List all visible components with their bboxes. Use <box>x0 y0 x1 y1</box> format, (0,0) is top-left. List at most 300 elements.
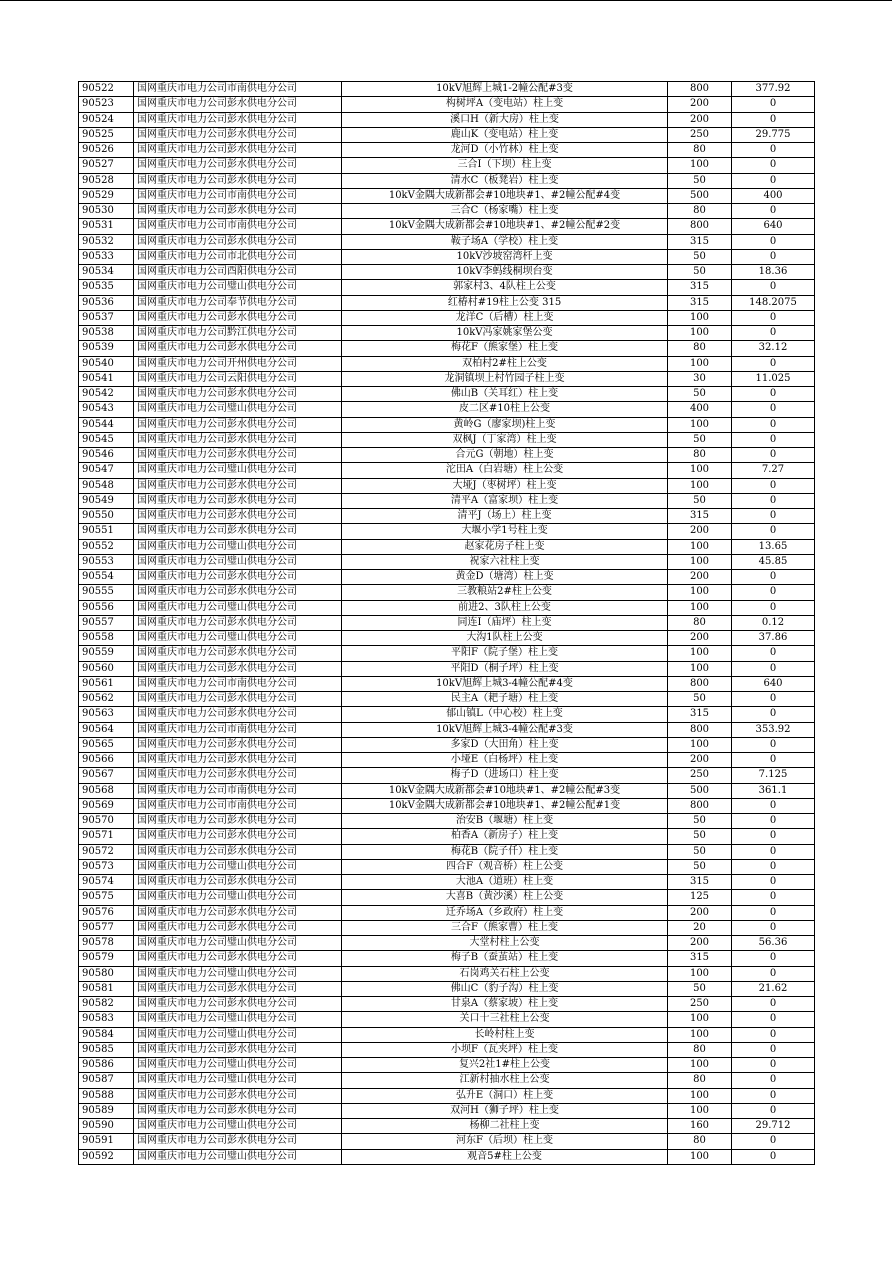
supplier-unit-cell: 国网重庆市电力公司黔江供电分公司 <box>134 326 342 341</box>
table-row <box>79 82 815 97</box>
capacity-cell: 200 <box>668 631 732 646</box>
capacity-cell: 315 <box>668 280 732 295</box>
value-cell: 0 <box>732 829 815 844</box>
capacity-cell: 125 <box>668 890 732 905</box>
transformer-name-cell: 龙洋C（后槽）柱上变 <box>342 310 668 325</box>
value-cell: 13.65 <box>732 539 815 554</box>
record-id-cell: 90548 <box>79 478 134 493</box>
supplier-unit-cell: 国网重庆市电力公司璧山供电分公司 <box>134 631 342 646</box>
capacity-cell: 100 <box>668 539 732 554</box>
record-id-cell: 90571 <box>79 829 134 844</box>
value-cell: 0 <box>732 753 815 768</box>
table-row <box>79 692 815 707</box>
table-row <box>79 737 815 752</box>
value-cell: 0 <box>732 509 815 524</box>
transformer-name-cell: 柏香A（新房子）柱上变 <box>342 829 668 844</box>
record-id-cell: 90536 <box>79 295 134 310</box>
capacity-cell: 50 <box>668 981 732 996</box>
record-id-cell: 90560 <box>79 661 134 676</box>
supplier-unit-cell: 国网重庆市电力公司彭水供电分公司 <box>134 417 342 432</box>
capacity-cell: 250 <box>668 997 732 1012</box>
table-row <box>79 493 815 508</box>
value-cell: 0 <box>732 737 815 752</box>
supplier-unit-cell: 国网重庆市电力公司璧山供电分公司 <box>134 1058 342 1073</box>
value-cell: 377.92 <box>732 82 815 97</box>
transformer-name-cell: 双枫J（丁家湾）柱上变 <box>342 432 668 447</box>
transformer-name-cell: 10kV李蚂线桐坝台变 <box>342 265 668 280</box>
record-id-cell: 90527 <box>79 158 134 173</box>
supplier-unit-cell: 国网重庆市电力公司璧山供电分公司 <box>134 890 342 905</box>
table-row <box>79 173 815 188</box>
table-row <box>79 722 815 737</box>
record-id-cell: 90583 <box>79 1012 134 1027</box>
record-id-cell: 90522 <box>79 82 134 97</box>
transformer-name-cell: 观音5#柱上公变 <box>342 1149 668 1164</box>
supplier-unit-cell: 国网重庆市电力公司璧山供电分公司 <box>134 1027 342 1042</box>
table-row <box>79 768 815 783</box>
table-row <box>79 219 815 234</box>
record-id-cell: 90555 <box>79 585 134 600</box>
transformer-name-cell: 梅花F（熊家堡）柱上变 <box>342 341 668 356</box>
record-id-cell: 90579 <box>79 951 134 966</box>
record-id-cell: 90550 <box>79 509 134 524</box>
supplier-unit-cell: 国网重庆市电力公司彭水供电分公司 <box>134 570 342 585</box>
table-row <box>79 310 815 325</box>
table-row <box>79 1042 815 1057</box>
record-id-cell: 90539 <box>79 341 134 356</box>
transformer-name-cell: 10kV冯家姚家堡公变 <box>342 326 668 341</box>
transformer-name-cell: 同连I（庙坪）柱上变 <box>342 615 668 630</box>
value-cell: 7.27 <box>732 463 815 478</box>
page-top-border <box>0 0 892 1</box>
value-cell: 0 <box>732 1134 815 1149</box>
table-row <box>79 326 815 341</box>
transformer-name-cell: 三合F（熊家曹）柱上变 <box>342 920 668 935</box>
supplier-unit-cell: 国网重庆市电力公司彭水供电分公司 <box>134 875 342 890</box>
value-cell: 361.1 <box>732 783 815 798</box>
table-row <box>79 463 815 478</box>
record-id-cell: 90561 <box>79 676 134 691</box>
value-cell: 0 <box>732 1149 815 1164</box>
value-cell: 7.125 <box>732 768 815 783</box>
capacity-cell: 100 <box>668 1058 732 1073</box>
record-id-cell: 90538 <box>79 326 134 341</box>
value-cell: 0 <box>732 1042 815 1057</box>
supplier-unit-cell: 国网重庆市电力公司璧山供电分公司 <box>134 539 342 554</box>
table-row <box>79 981 815 996</box>
table-row <box>79 280 815 295</box>
capacity-cell: 80 <box>668 341 732 356</box>
value-cell: 0 <box>732 692 815 707</box>
table-row <box>79 356 815 371</box>
value-cell: 0 <box>732 112 815 127</box>
capacity-cell: 50 <box>668 844 732 859</box>
supplier-unit-cell: 国网重庆市电力公司璧山供电分公司 <box>134 936 342 951</box>
capacity-cell: 20 <box>668 920 732 935</box>
table-row <box>79 631 815 646</box>
record-id-cell: 90537 <box>79 310 134 325</box>
value-cell: 0 <box>732 478 815 493</box>
record-id-cell: 90526 <box>79 143 134 158</box>
value-cell: 0 <box>732 1012 815 1027</box>
transformer-name-cell: 溪口H（新大房）柱上变 <box>342 112 668 127</box>
transformer-name-cell: 梅子D（进场口）柱上变 <box>342 768 668 783</box>
record-id-cell: 90547 <box>79 463 134 478</box>
value-cell: 0 <box>732 158 815 173</box>
value-cell: 640 <box>732 219 815 234</box>
transformer-name-cell: 大沟1队柱上公变 <box>342 631 668 646</box>
value-cell: 37.86 <box>732 631 815 646</box>
transformer-name-cell: 关口十三社柱上公变 <box>342 1012 668 1027</box>
table-row <box>79 920 815 935</box>
transformer-name-cell: 平阳F（院子堡）柱上变 <box>342 646 668 661</box>
capacity-cell: 200 <box>668 97 732 112</box>
value-cell: 0 <box>732 204 815 219</box>
capacity-cell: 315 <box>668 509 732 524</box>
table-row <box>79 97 815 112</box>
transformer-name-cell: 构树坪A（变电站）柱上变 <box>342 97 668 112</box>
value-cell: 0.12 <box>732 615 815 630</box>
record-id-cell: 90545 <box>79 432 134 447</box>
value-cell: 0 <box>732 448 815 463</box>
capacity-cell: 100 <box>668 661 732 676</box>
capacity-cell: 250 <box>668 768 732 783</box>
record-id-cell: 90575 <box>79 890 134 905</box>
transformer-name-cell: 10kV金隅大成新都会#10地块#1、#2幢公配#4变 <box>342 188 668 203</box>
capacity-cell: 200 <box>668 524 732 539</box>
transformer-name-cell: 大池A（道班）柱上变 <box>342 875 668 890</box>
capacity-cell: 100 <box>668 600 732 615</box>
transformer-name-cell: 梅子B（蚕茧站）柱上变 <box>342 951 668 966</box>
transformer-name-cell: 小垭E（白杨坪）柱上变 <box>342 753 668 768</box>
value-cell: 0 <box>732 890 815 905</box>
table-row <box>79 1058 815 1073</box>
transformer-name-cell: 清平A（富家坝）柱上变 <box>342 493 668 508</box>
transformer-name-cell: 河东F（后坝）柱上变 <box>342 1134 668 1149</box>
supplier-unit-cell: 国网重庆市电力公司彭水供电分公司 <box>134 768 342 783</box>
table-row <box>79 341 815 356</box>
table-row <box>79 844 815 859</box>
transformer-name-cell: 大垭J（枣树坪）柱上变 <box>342 478 668 493</box>
table-row <box>79 1012 815 1027</box>
value-cell: 353.92 <box>732 722 815 737</box>
capacity-cell: 315 <box>668 707 732 722</box>
transformer-name-cell: 多家D（大田角）柱上变 <box>342 737 668 752</box>
transformer-name-cell: 10kV金隅大成新都会#10地块#1、#2幢公配#1变 <box>342 798 668 813</box>
capacity-cell: 50 <box>668 692 732 707</box>
supplier-unit-cell: 国网重庆市电力公司彭水供电分公司 <box>134 387 342 402</box>
table-row <box>79 432 815 447</box>
value-cell: 45.85 <box>732 554 815 569</box>
transformer-name-cell: 沱田A（白岩塘）柱上公变 <box>342 463 668 478</box>
value-cell: 0 <box>732 234 815 249</box>
supplier-unit-cell: 国网重庆市电力公司彭水供电分公司 <box>134 341 342 356</box>
capacity-cell: 80 <box>668 1073 732 1088</box>
table-row <box>79 859 815 874</box>
record-id-cell: 90524 <box>79 112 134 127</box>
record-id-cell: 90551 <box>79 524 134 539</box>
supplier-unit-cell: 国网重庆市电力公司彭水供电分公司 <box>134 615 342 630</box>
table-row <box>79 554 815 569</box>
transformer-name-cell: 四合F（观音桥）柱上公变 <box>342 859 668 874</box>
record-id-cell: 90544 <box>79 417 134 432</box>
value-cell: 11.025 <box>732 371 815 386</box>
table-row <box>79 143 815 158</box>
transformer-name-cell: 三合I（下坝）柱上变 <box>342 158 668 173</box>
record-id-cell: 90563 <box>79 707 134 722</box>
table-row <box>79 1027 815 1042</box>
record-id-cell: 90546 <box>79 448 134 463</box>
transformer-name-cell: 鹿山K（变电站）柱上变 <box>342 127 668 142</box>
supplier-unit-cell: 国网重庆市电力公司彭水供电分公司 <box>134 829 342 844</box>
value-cell: 56.36 <box>732 936 815 951</box>
record-id-cell: 90552 <box>79 539 134 554</box>
value-cell: 0 <box>732 432 815 447</box>
capacity-cell: 100 <box>668 158 732 173</box>
transformer-name-cell: 梅花B（院子仟）柱上变 <box>342 844 668 859</box>
value-cell: 21.62 <box>732 981 815 996</box>
transformer-table <box>78 81 815 1165</box>
value-cell: 29.775 <box>732 127 815 142</box>
table-row <box>79 1149 815 1164</box>
transformer-name-cell: 复兴2社1#柱上公变 <box>342 1058 668 1073</box>
transformer-name-cell: 大堰小学1号柱上变 <box>342 524 668 539</box>
table-row <box>79 295 815 310</box>
value-cell: 0 <box>732 387 815 402</box>
transformer-name-cell: 清平J（场上）柱上变 <box>342 509 668 524</box>
capacity-cell: 100 <box>668 326 732 341</box>
supplier-unit-cell: 国网重庆市电力公司璧山供电分公司 <box>134 1012 342 1027</box>
table-row <box>79 783 815 798</box>
value-cell: 0 <box>732 97 815 112</box>
supplier-unit-cell: 国网重庆市电力公司奉节供电分公司 <box>134 295 342 310</box>
record-id-cell: 90534 <box>79 265 134 280</box>
supplier-unit-cell: 国网重庆市电力公司彭水供电分公司 <box>134 127 342 142</box>
record-id-cell: 90566 <box>79 753 134 768</box>
supplier-unit-cell: 国网重庆市电力公司彭水供电分公司 <box>134 707 342 722</box>
supplier-unit-cell: 国网重庆市电力公司市南供电分公司 <box>134 676 342 691</box>
supplier-unit-cell: 国网重庆市电力公司彭水供电分公司 <box>134 585 342 600</box>
value-cell: 400 <box>732 188 815 203</box>
table-row <box>79 661 815 676</box>
supplier-unit-cell: 国网重庆市电力公司彭水供电分公司 <box>134 1088 342 1103</box>
table-row <box>79 371 815 386</box>
capacity-cell: 800 <box>668 82 732 97</box>
record-id-cell: 90580 <box>79 966 134 981</box>
supplier-unit-cell: 国网重庆市电力公司彭水供电分公司 <box>134 173 342 188</box>
record-id-cell: 90549 <box>79 493 134 508</box>
transformer-name-cell: 弘升E（洞口）柱上变 <box>342 1088 668 1103</box>
capacity-cell: 50 <box>668 432 732 447</box>
supplier-unit-cell: 国网重庆市电力公司彭水供电分公司 <box>134 1103 342 1118</box>
table-row <box>79 829 815 844</box>
record-id-cell: 90535 <box>79 280 134 295</box>
supplier-unit-cell: 国网重庆市电力公司彭水供电分公司 <box>134 1134 342 1149</box>
table-row <box>79 234 815 249</box>
supplier-unit-cell: 国网重庆市电力公司彭水供电分公司 <box>134 997 342 1012</box>
supplier-unit-cell: 国网重庆市电力公司彭水供电分公司 <box>134 158 342 173</box>
transformer-name-cell: 郁山镇L（中心校）柱上变 <box>342 707 668 722</box>
value-cell: 148.2075 <box>732 295 815 310</box>
record-id-cell: 90564 <box>79 722 134 737</box>
transformer-name-cell: 鞍子场A（学校）柱上变 <box>342 234 668 249</box>
record-id-cell: 90587 <box>79 1073 134 1088</box>
capacity-cell: 100 <box>668 1012 732 1027</box>
table-row <box>79 402 815 417</box>
table-row <box>79 188 815 203</box>
value-cell: 0 <box>732 920 815 935</box>
record-id-cell: 90541 <box>79 371 134 386</box>
table-row <box>79 570 815 585</box>
table-row <box>79 265 815 280</box>
capacity-cell: 800 <box>668 219 732 234</box>
table-row <box>79 1119 815 1134</box>
record-id-cell: 90577 <box>79 920 134 935</box>
capacity-cell: 100 <box>668 554 732 569</box>
supplier-unit-cell: 国网重庆市电力公司彭水供电分公司 <box>134 920 342 935</box>
supplier-unit-cell: 国网重庆市电力公司彭水供电分公司 <box>134 646 342 661</box>
transformer-name-cell: 双河H（狮子坪）柱上变 <box>342 1103 668 1118</box>
capacity-cell: 100 <box>668 1027 732 1042</box>
value-cell: 0 <box>732 417 815 432</box>
capacity-cell: 80 <box>668 143 732 158</box>
transformer-name-cell: 郭家村3、4队柱上公变 <box>342 280 668 295</box>
value-cell: 0 <box>732 524 815 539</box>
capacity-cell: 80 <box>668 1134 732 1149</box>
supplier-unit-cell: 国网重庆市电力公司彭水供电分公司 <box>134 814 342 829</box>
capacity-cell: 315 <box>668 875 732 890</box>
table-row <box>79 676 815 691</box>
record-id-cell: 90531 <box>79 219 134 234</box>
record-id-cell: 90590 <box>79 1119 134 1134</box>
record-id-cell: 90557 <box>79 615 134 630</box>
transformer-name-cell: 10kV金隅大成新都会#10地块#1、#2幢公配#3变 <box>342 783 668 798</box>
capacity-cell: 800 <box>668 798 732 813</box>
record-id-cell: 90592 <box>79 1149 134 1164</box>
supplier-unit-cell: 国网重庆市电力公司璧山供电分公司 <box>134 402 342 417</box>
record-id-cell: 90576 <box>79 905 134 920</box>
transformer-name-cell: 清水C（板凳岩）柱上变 <box>342 173 668 188</box>
capacity-cell: 800 <box>668 722 732 737</box>
supplier-unit-cell: 国网重庆市电力公司璧山供电分公司 <box>134 280 342 295</box>
transformer-name-cell: 甘泉A（蔡家坡）柱上变 <box>342 997 668 1012</box>
record-id-cell: 90533 <box>79 249 134 264</box>
capacity-cell: 100 <box>668 1088 732 1103</box>
record-id-cell: 90523 <box>79 97 134 112</box>
supplier-unit-cell: 国网重庆市电力公司璧山供电分公司 <box>134 554 342 569</box>
supplier-unit-cell: 国网重庆市电力公司彭水供电分公司 <box>134 951 342 966</box>
supplier-unit-cell: 国网重庆市电力公司彭水供电分公司 <box>134 1042 342 1057</box>
table-row <box>79 112 815 127</box>
table-row <box>79 951 815 966</box>
supplier-unit-cell: 国网重庆市电力公司开州供电分公司 <box>134 356 342 371</box>
capacity-cell: 160 <box>668 1119 732 1134</box>
capacity-cell: 50 <box>668 265 732 280</box>
table-row <box>79 387 815 402</box>
supplier-unit-cell: 国网重庆市电力公司璧山供电分公司 <box>134 1073 342 1088</box>
transformer-name-cell: 迁乔场A（乡政府）柱上变 <box>342 905 668 920</box>
table-row <box>79 890 815 905</box>
supplier-unit-cell: 国网重庆市电力公司璧山供电分公司 <box>134 859 342 874</box>
capacity-cell: 200 <box>668 753 732 768</box>
value-cell: 640 <box>732 676 815 691</box>
record-id-cell: 90573 <box>79 859 134 874</box>
capacity-cell: 315 <box>668 951 732 966</box>
supplier-unit-cell: 国网重庆市电力公司彭水供电分公司 <box>134 905 342 920</box>
capacity-cell: 800 <box>668 676 732 691</box>
capacity-cell: 100 <box>668 1149 732 1164</box>
capacity-cell: 200 <box>668 112 732 127</box>
value-cell: 0 <box>732 1088 815 1103</box>
table-row <box>79 204 815 219</box>
value-cell: 0 <box>732 585 815 600</box>
transformer-name-cell: 10kV旭辉上城1-2幢公配#3变 <box>342 82 668 97</box>
transformer-name-cell: 三合C（杨家嘴）柱上变 <box>342 204 668 219</box>
supplier-unit-cell: 国网重庆市电力公司市南供电分公司 <box>134 783 342 798</box>
transformer-name-cell: 前进2、3队柱上公变 <box>342 600 668 615</box>
value-cell: 0 <box>732 798 815 813</box>
capacity-cell: 200 <box>668 570 732 585</box>
record-id-cell: 90553 <box>79 554 134 569</box>
capacity-cell: 100 <box>668 478 732 493</box>
table-row <box>79 814 815 829</box>
capacity-cell: 100 <box>668 966 732 981</box>
table-row <box>79 417 815 432</box>
record-id-cell: 90530 <box>79 204 134 219</box>
capacity-cell: 50 <box>668 814 732 829</box>
supplier-unit-cell: 国网重庆市电力公司彭水供电分公司 <box>134 143 342 158</box>
supplier-unit-cell: 国网重庆市电力公司彭水供电分公司 <box>134 509 342 524</box>
supplier-unit-cell: 国网重庆市电力公司彭水供电分公司 <box>134 753 342 768</box>
capacity-cell: 100 <box>668 646 732 661</box>
table-row <box>79 509 815 524</box>
capacity-cell: 80 <box>668 204 732 219</box>
value-cell: 0 <box>732 966 815 981</box>
transformer-name-cell: 平阳D（桐子坪）柱上变 <box>342 661 668 676</box>
table-row <box>79 127 815 142</box>
supplier-unit-cell: 国网重庆市电力公司彭水供电分公司 <box>134 432 342 447</box>
value-cell: 0 <box>732 249 815 264</box>
table-row <box>79 707 815 722</box>
capacity-cell: 50 <box>668 829 732 844</box>
record-id-cell: 90565 <box>79 737 134 752</box>
table-row <box>79 615 815 630</box>
table-row <box>79 997 815 1012</box>
record-id-cell: 90581 <box>79 981 134 996</box>
capacity-cell: 80 <box>668 1042 732 1057</box>
table-row <box>79 478 815 493</box>
table-row <box>79 646 815 661</box>
record-id-cell: 90589 <box>79 1103 134 1118</box>
value-cell: 0 <box>732 173 815 188</box>
record-id-cell: 90532 <box>79 234 134 249</box>
value-cell: 0 <box>732 997 815 1012</box>
supplier-unit-cell: 国网重庆市电力公司璧山供电分公司 <box>134 463 342 478</box>
supplier-unit-cell: 国网重庆市电力公司彭水供电分公司 <box>134 692 342 707</box>
record-id-cell: 90567 <box>79 768 134 783</box>
transformer-name-cell: 赵家花房子柱上变 <box>342 539 668 554</box>
supplier-unit-cell: 国网重庆市电力公司市南供电分公司 <box>134 188 342 203</box>
record-id-cell: 90528 <box>79 173 134 188</box>
capacity-cell: 50 <box>668 859 732 874</box>
transformer-name-cell: 佛山C（豹子沟）柱上变 <box>342 981 668 996</box>
value-cell: 18.36 <box>732 265 815 280</box>
transformer-name-cell: 大堂村柱上公变 <box>342 936 668 951</box>
value-cell: 0 <box>732 951 815 966</box>
capacity-cell: 250 <box>668 127 732 142</box>
value-cell: 0 <box>732 814 815 829</box>
table-row <box>79 539 815 554</box>
